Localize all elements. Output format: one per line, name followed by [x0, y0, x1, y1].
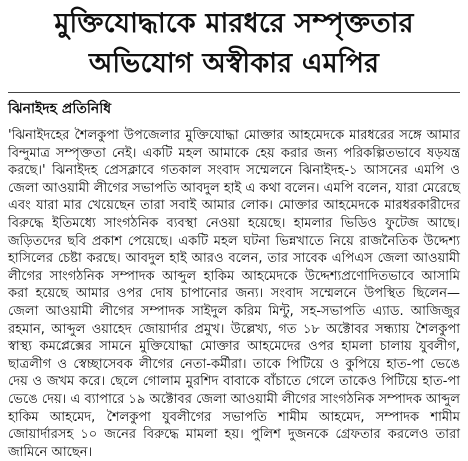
divider: [8, 92, 460, 93]
article-body: 'ঝিনাইদহের শৈলকুপা উপজেলার মুক্তিযোদ্ধা মোক্তার আহমেদকে মারধরের সঙ্গে আমার বিন্দুমাত্র সম্পৃক্ততা নেই। একটি মহল আমাকে হেয় করার জন্য পরিকল্পিতভাবে ষড়যন্ত্র করছে।' ঝিনাইদহ প্রেসক্লাবে গতকাল সংবাদ সম্মেলনে ঝিনাইদহ-১ আসনের এমপি ও জেলা আওয়ামী লীগের সভাপতি আবদুল হাই এ কথা বলেন। এমপি বলেন, যারা মেরেছে এবং যারা মার খেয়েছেন তারা সবাই আমার লোক। মোক্তার আহমেদকে মারধরকারীদের বিরুদ্ধে ইতিমধ্যে সাংগঠনিক ব্যবস্থা নেওয়া হয়েছে। হামলার ভিডিও ফুটেজ আছে। জড়িতদের ছবি প্রকাশ পেয়েছে। একটি মহল ঘটনা ভিন্নখাতে নিয়ে রাজনৈতিক উদ্দেশ্য হাসিলের চেষ্টা করছে। আবদুল হাই আরও বলেন, তার সাবেক এপিএস জেলা আওয়ামী লীগের সাংগঠনিক সম্পাদক আব্দুল হাকিম আহমেদকে উদ্দেশ্যপ্রণোদিতভাবে আসামি করা হয়েছে আমার ওপর দোষ চাপানোর জন্য। সংবাদ সম্মেলনে উপস্থিত ছিলেন— জেলা আওয়ামী লীগের সম্পাদক সাইদুল করিম মিন্টু, সহ-সভাপতি এ্যাড. আজিজুর রহমান, আব্দুল ওয়াহেদ জোয়ার্দার প্রমুখ। উল্লেখ্য, গত ১৮ অক্টোবর সন্ধ্যায় শৈলকুপা স্বাস্থ্য কমপ্লেক্সের সামনে মুক্তিযোদ্ধা মোক্তার আহমেদের ওপর হামলা চালায় যুবলীগ, ছাত্রলীগ ও স্বেচ্ছাসেবক লীগের নেতা-কর্মীরা। তাকে পিটিয়ে ও কুপিয়ে হাত-পা ভেঙে দেয় ও জখম করে। ছেলে গোলাম মুরশিদ বাবাকে বাঁচাতে গেলে তাকেও পিটিয়ে হাত-পা ভেঙে দেয়। এ ব্যাপারে ১৯ অক্টোবর জেলা আওয়ামী লীগের সাংগঠনিক সম্পাদক আব্দুল হাকিম আহমেদ, শৈলকুপা যুবলীগের সভাপতি শামীম আহমেদ, সম্পাদক শামীম জোয়ার্দারসহ ১০ জনের বিরুদ্ধে মামলা হয়। পুলিশ দুজনকে গ্রেফতার করলেও তারা জামিনে আছেন।: [8, 128, 460, 460]
headline: [8, 4, 460, 84]
headline-line-1: মুক্তিযোদ্ধাকে মারধরে সম্পৃক্ততার: [54, 8, 414, 39]
headline-line-2: অভিযোগ অস্বীকার এমপির: [88, 48, 380, 79]
byline: ঝিনাইদহ প্রতিনিধি: [8, 101, 112, 117]
